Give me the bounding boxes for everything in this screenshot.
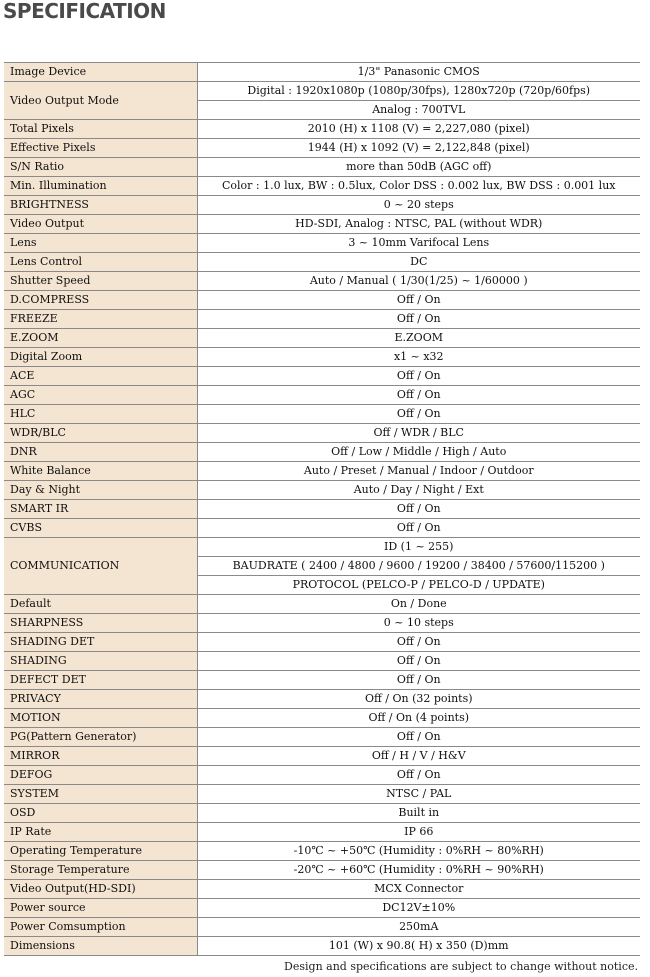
spec-label: CVBS <box>4 519 197 538</box>
spec-row <box>4 481 640 500</box>
spec-label: FREEZE <box>4 310 197 329</box>
spec-row <box>4 614 640 633</box>
spec-row <box>4 500 640 519</box>
spec-row <box>4 709 640 728</box>
spec-row <box>4 937 640 956</box>
spec-label: Default <box>4 595 197 614</box>
spec-value: x1 ~ x32 <box>197 348 640 367</box>
spec-row <box>4 652 640 671</box>
spec-value: Off / On <box>197 310 640 329</box>
spec-value: 3 ~ 10mm Varifocal Lens <box>197 234 640 253</box>
spec-value: Off / On <box>197 500 640 519</box>
spec-value: Digital : 1920x1080p (1080p/30fps), 1280x720p (720p/60fps) <box>197 82 640 101</box>
spec-value: On / Done <box>197 595 640 614</box>
spec-value: 0 ~ 10 steps <box>197 614 640 633</box>
spec-label: Shutter Speed <box>4 272 197 291</box>
specification-table-body <box>4 63 640 956</box>
spec-row <box>4 139 640 158</box>
spec-row <box>4 310 640 329</box>
spec-value: Built in <box>197 804 640 823</box>
spec-row <box>4 633 640 652</box>
spec-value: Off / Low / Middle / High / Auto <box>197 443 640 462</box>
spec-row <box>4 215 640 234</box>
spec-label: Power source <box>4 899 197 918</box>
spec-value: PROTOCOL (PELCO-P / PELCO-D / UPDATE) <box>197 576 640 595</box>
spec-label: HLC <box>4 405 197 424</box>
spec-label: PG(Pattern Generator) <box>4 728 197 747</box>
spec-label: SMART IR <box>4 500 197 519</box>
spec-value: Off / On (4 points) <box>197 709 640 728</box>
spec-label: Image Device <box>4 63 197 82</box>
spec-label: Digital Zoom <box>4 348 197 367</box>
spec-value: Off / WDR / BLC <box>197 424 640 443</box>
spec-label: Operating Temperature <box>4 842 197 861</box>
spec-value: DC <box>197 253 640 272</box>
spec-value: MCX Connector <box>197 880 640 899</box>
spec-row <box>4 880 640 899</box>
spec-label: MIRROR <box>4 747 197 766</box>
spec-label: BRIGHTNESS <box>4 196 197 215</box>
spec-label: DEFOG <box>4 766 197 785</box>
footnote: Design and specifications are subject to change without notice. <box>284 960 638 973</box>
spec-row <box>4 120 640 139</box>
spec-label: SHADING <box>4 652 197 671</box>
spec-label: Power Comsumption <box>4 918 197 937</box>
spec-label: OSD <box>4 804 197 823</box>
spec-label: IP Rate <box>4 823 197 842</box>
spec-value: BAUDRATE ( 2400 / 4800 / 9600 / 19200 / 38400 / 57600/115200 ) <box>197 557 640 576</box>
specification-table <box>4 62 640 956</box>
spec-row <box>4 519 640 538</box>
spec-value: 1944 (H) x 1092 (V) = 2,122,848 (pixel) <box>197 139 640 158</box>
spec-value: Off / On <box>197 633 640 652</box>
spec-label: COMMUNICATION <box>4 538 197 595</box>
spec-row <box>4 63 640 82</box>
spec-label: DNR <box>4 443 197 462</box>
spec-label: E.ZOOM <box>4 329 197 348</box>
spec-row <box>4 253 640 272</box>
spec-value: Auto / Manual ( 1/30(1/25) ~ 1/60000 ) <box>197 272 640 291</box>
spec-label: Day & Night <box>4 481 197 500</box>
spec-label: AGC <box>4 386 197 405</box>
spec-value: Analog : 700TVL <box>197 101 640 120</box>
spec-label: Lens <box>4 234 197 253</box>
spec-row <box>4 329 640 348</box>
spec-row <box>4 234 640 253</box>
spec-label: SHADING DET <box>4 633 197 652</box>
page-title: SPECIFICATION <box>3 0 166 23</box>
spec-label: S/N Ratio <box>4 158 197 177</box>
spec-row <box>4 842 640 861</box>
spec-label: SYSTEM <box>4 785 197 804</box>
spec-value: Off / H / V / H&V <box>197 747 640 766</box>
spec-value: Off / On <box>197 405 640 424</box>
spec-row <box>4 785 640 804</box>
spec-row <box>4 671 640 690</box>
spec-label: SHARPNESS <box>4 614 197 633</box>
spec-label: Video Output Mode <box>4 82 197 120</box>
spec-row <box>4 538 640 557</box>
spec-row <box>4 196 640 215</box>
spec-label: Video Output <box>4 215 197 234</box>
spec-value: Off / On (32 points) <box>197 690 640 709</box>
spec-value: Off / On <box>197 291 640 310</box>
spec-value: HD-SDI, Analog : NTSC, PAL (without WDR) <box>197 215 640 234</box>
spec-row <box>4 348 640 367</box>
spec-label: Dimensions <box>4 937 197 956</box>
spec-label: Lens Control <box>4 253 197 272</box>
spec-row <box>4 728 640 747</box>
spec-value: 1/3" Panasonic CMOS <box>197 63 640 82</box>
spec-row <box>4 443 640 462</box>
spec-value: Off / On <box>197 519 640 538</box>
spec-value: -20℃ ~ +60℃ (Humidity : 0%RH ~ 90%RH) <box>197 861 640 880</box>
spec-value: Off / On <box>197 766 640 785</box>
spec-row <box>4 177 640 196</box>
spec-value: Auto / Day / Night / Ext <box>197 481 640 500</box>
spec-value: 250mA <box>197 918 640 937</box>
spec-value: Off / On <box>197 671 640 690</box>
spec-label: DEFECT DET <box>4 671 197 690</box>
spec-row <box>4 899 640 918</box>
spec-value: DC12V±10% <box>197 899 640 918</box>
spec-row <box>4 272 640 291</box>
spec-value: 101 (W) x 90.8( H) x 350 (D)mm <box>197 937 640 956</box>
spec-value: Auto / Preset / Manual / Indoor / Outdoor <box>197 462 640 481</box>
spec-value: IP 66 <box>197 823 640 842</box>
spec-label: Video Output(HD-SDI) <box>4 880 197 899</box>
spec-row <box>4 861 640 880</box>
spec-label: WDR/BLC <box>4 424 197 443</box>
spec-row <box>4 424 640 443</box>
spec-row <box>4 690 640 709</box>
spec-label: Storage Temperature <box>4 861 197 880</box>
spec-label: ACE <box>4 367 197 386</box>
spec-value: 0 ~ 20 steps <box>197 196 640 215</box>
spec-row <box>4 918 640 937</box>
spec-row <box>4 405 640 424</box>
spec-value: ID (1 ~ 255) <box>197 538 640 557</box>
spec-row <box>4 823 640 842</box>
spec-label: MOTION <box>4 709 197 728</box>
spec-row <box>4 462 640 481</box>
spec-row <box>4 747 640 766</box>
spec-value: Color : 1.0 lux, BW : 0.5lux, Color DSS : 0.002 lux, BW DSS : 0.001 lux <box>197 177 640 196</box>
spec-row <box>4 158 640 177</box>
spec-value: more than 50dB (AGC off) <box>197 158 640 177</box>
spec-label: White Balance <box>4 462 197 481</box>
spec-label: D.COMPRESS <box>4 291 197 310</box>
spec-label: Total Pixels <box>4 120 197 139</box>
spec-row <box>4 367 640 386</box>
spec-label: Min. Illumination <box>4 177 197 196</box>
spec-row <box>4 291 640 310</box>
spec-value: E.ZOOM <box>197 329 640 348</box>
spec-row <box>4 386 640 405</box>
spec-value: Off / On <box>197 652 640 671</box>
spec-row <box>4 595 640 614</box>
spec-value: Off / On <box>197 728 640 747</box>
spec-value: Off / On <box>197 386 640 405</box>
spec-row <box>4 82 640 101</box>
spec-label: Effective Pixels <box>4 139 197 158</box>
spec-value: Off / On <box>197 367 640 386</box>
spec-row <box>4 766 640 785</box>
spec-row <box>4 804 640 823</box>
spec-value: -10℃ ~ +50℃ (Humidity : 0%RH ~ 80%RH) <box>197 842 640 861</box>
spec-value: NTSC / PAL <box>197 785 640 804</box>
spec-value: 2010 (H) x 1108 (V) = 2,227,080 (pixel) <box>197 120 640 139</box>
spec-label: PRIVACY <box>4 690 197 709</box>
